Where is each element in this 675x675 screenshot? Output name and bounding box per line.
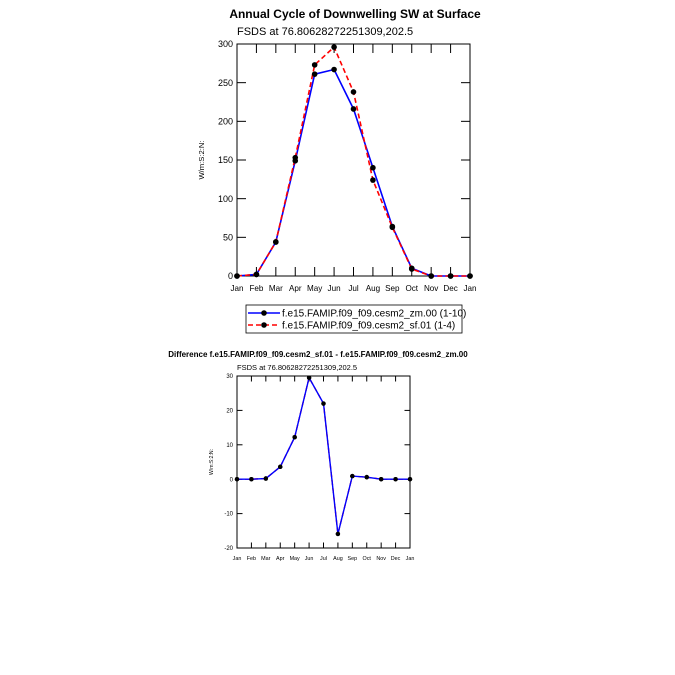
x-tick-label: Sep	[347, 556, 358, 562]
legend-marker-0	[261, 310, 267, 316]
data-point-1-1	[379, 477, 383, 481]
chart-title-0: Annual Cycle of Downwelling SW at Surface	[229, 7, 481, 21]
chart-subtitle-1: FSDS at 76.80628272251309,202.5	[237, 363, 358, 372]
data-point-0-0	[351, 106, 357, 112]
data-point-0-0	[370, 165, 376, 171]
data-point-1-1	[365, 475, 369, 479]
x-tick-label: Nov	[423, 284, 439, 293]
x-tick-label: Dec	[390, 556, 401, 562]
y-tick-label: 0	[229, 477, 233, 484]
data-point-0-1	[254, 272, 260, 278]
x-tick-label: Aug	[365, 284, 381, 293]
x-tick-label: Dec	[443, 284, 458, 293]
data-point-1-1	[307, 376, 311, 380]
y-tick-label: -10	[224, 511, 233, 518]
y-tick-label: 0	[227, 271, 233, 282]
series-line-1-1	[237, 378, 410, 534]
data-point-0-1	[467, 273, 473, 279]
x-tick-label: Apr	[288, 284, 302, 293]
x-tick-label: Jan	[463, 284, 477, 293]
y-tick-label: -20	[224, 546, 233, 553]
data-point-0-1	[331, 44, 337, 50]
x-tick-label: May	[307, 284, 323, 293]
series-line-0-0	[237, 70, 470, 276]
y-axis-label-1: W/m:S:2:N:	[209, 448, 215, 476]
series-line-0-1	[237, 47, 470, 276]
x-tick-label: Mar	[268, 284, 283, 293]
y-tick-label: 150	[217, 155, 233, 166]
x-tick-label: Jun	[304, 556, 314, 562]
data-point-0-1	[390, 224, 396, 230]
data-point-1-1	[336, 532, 340, 536]
x-tick-label: Mar	[261, 556, 271, 562]
data-point-0-1	[428, 273, 434, 279]
x-tick-label: Jul	[320, 556, 327, 562]
data-point-0-1	[351, 89, 357, 95]
data-point-1-1	[235, 477, 239, 481]
series-line-1-0	[237, 378, 410, 534]
data-point-1-1	[393, 477, 397, 481]
x-tick-label: Sep	[385, 284, 400, 293]
x-tick-label: Jan	[405, 556, 415, 562]
y-tick-label: 250	[217, 77, 233, 88]
chart-title-1: Difference f.e15.FAMIP.f09_f09.cesm2_sf.01 - f.e15.FAMIP.f09_f09.cesm2_zm.00	[168, 350, 468, 359]
data-point-0-1	[448, 273, 454, 279]
x-tick-label: Oct	[405, 284, 419, 293]
plot-frame-0	[237, 44, 470, 276]
data-point-0-1	[409, 266, 415, 272]
data-point-0-0	[331, 67, 337, 73]
y-tick-label: 30	[226, 374, 233, 381]
x-tick-label: Nov	[376, 556, 386, 562]
data-point-1-1	[278, 465, 282, 469]
y-axis-label-0: W/m:S:2:N:	[197, 140, 206, 180]
data-point-1-1	[264, 476, 268, 480]
x-tick-label: Jan	[232, 556, 242, 562]
chart-subtitle-0: FSDS at 76.80628272251309,202.5	[237, 26, 414, 38]
data-point-1-1	[350, 474, 354, 478]
y-tick-label: 20	[226, 408, 233, 415]
x-tick-label: Aug	[333, 556, 343, 562]
x-tick-label: Jun	[327, 284, 341, 293]
data-point-0-1	[312, 62, 318, 68]
x-tick-label: Jul	[348, 284, 359, 293]
data-point-0-1	[234, 273, 240, 279]
y-tick-label: 300	[217, 39, 233, 50]
y-tick-label: 200	[217, 116, 233, 127]
data-point-1-1	[321, 401, 325, 405]
data-point-0-0	[312, 71, 318, 77]
x-tick-label: Apr	[276, 556, 285, 562]
data-point-1-1	[292, 435, 296, 439]
data-point-0-1	[273, 239, 279, 245]
x-tick-label: Feb	[249, 284, 264, 293]
y-tick-label: 100	[217, 193, 233, 204]
data-point-1-1	[249, 477, 253, 481]
y-tick-label: 50	[222, 232, 233, 243]
legend-label-0: f.e15.FAMIP.f09_f09.cesm2_zm.00 (1-10)	[282, 308, 467, 320]
legend-label-1: f.e15.FAMIP.f09_f09.cesm2_sf.01 (1-4)	[282, 320, 456, 332]
y-tick-label: 10	[226, 442, 233, 449]
data-point-0-1	[370, 177, 376, 183]
legend-marker-1	[261, 322, 267, 328]
x-tick-label: Feb	[246, 556, 257, 562]
x-tick-label: May	[289, 556, 300, 562]
data-point-0-1	[292, 155, 298, 161]
x-tick-label: Oct	[362, 556, 371, 562]
data-point-1-1	[408, 477, 412, 481]
x-tick-label: Jan	[230, 284, 244, 293]
